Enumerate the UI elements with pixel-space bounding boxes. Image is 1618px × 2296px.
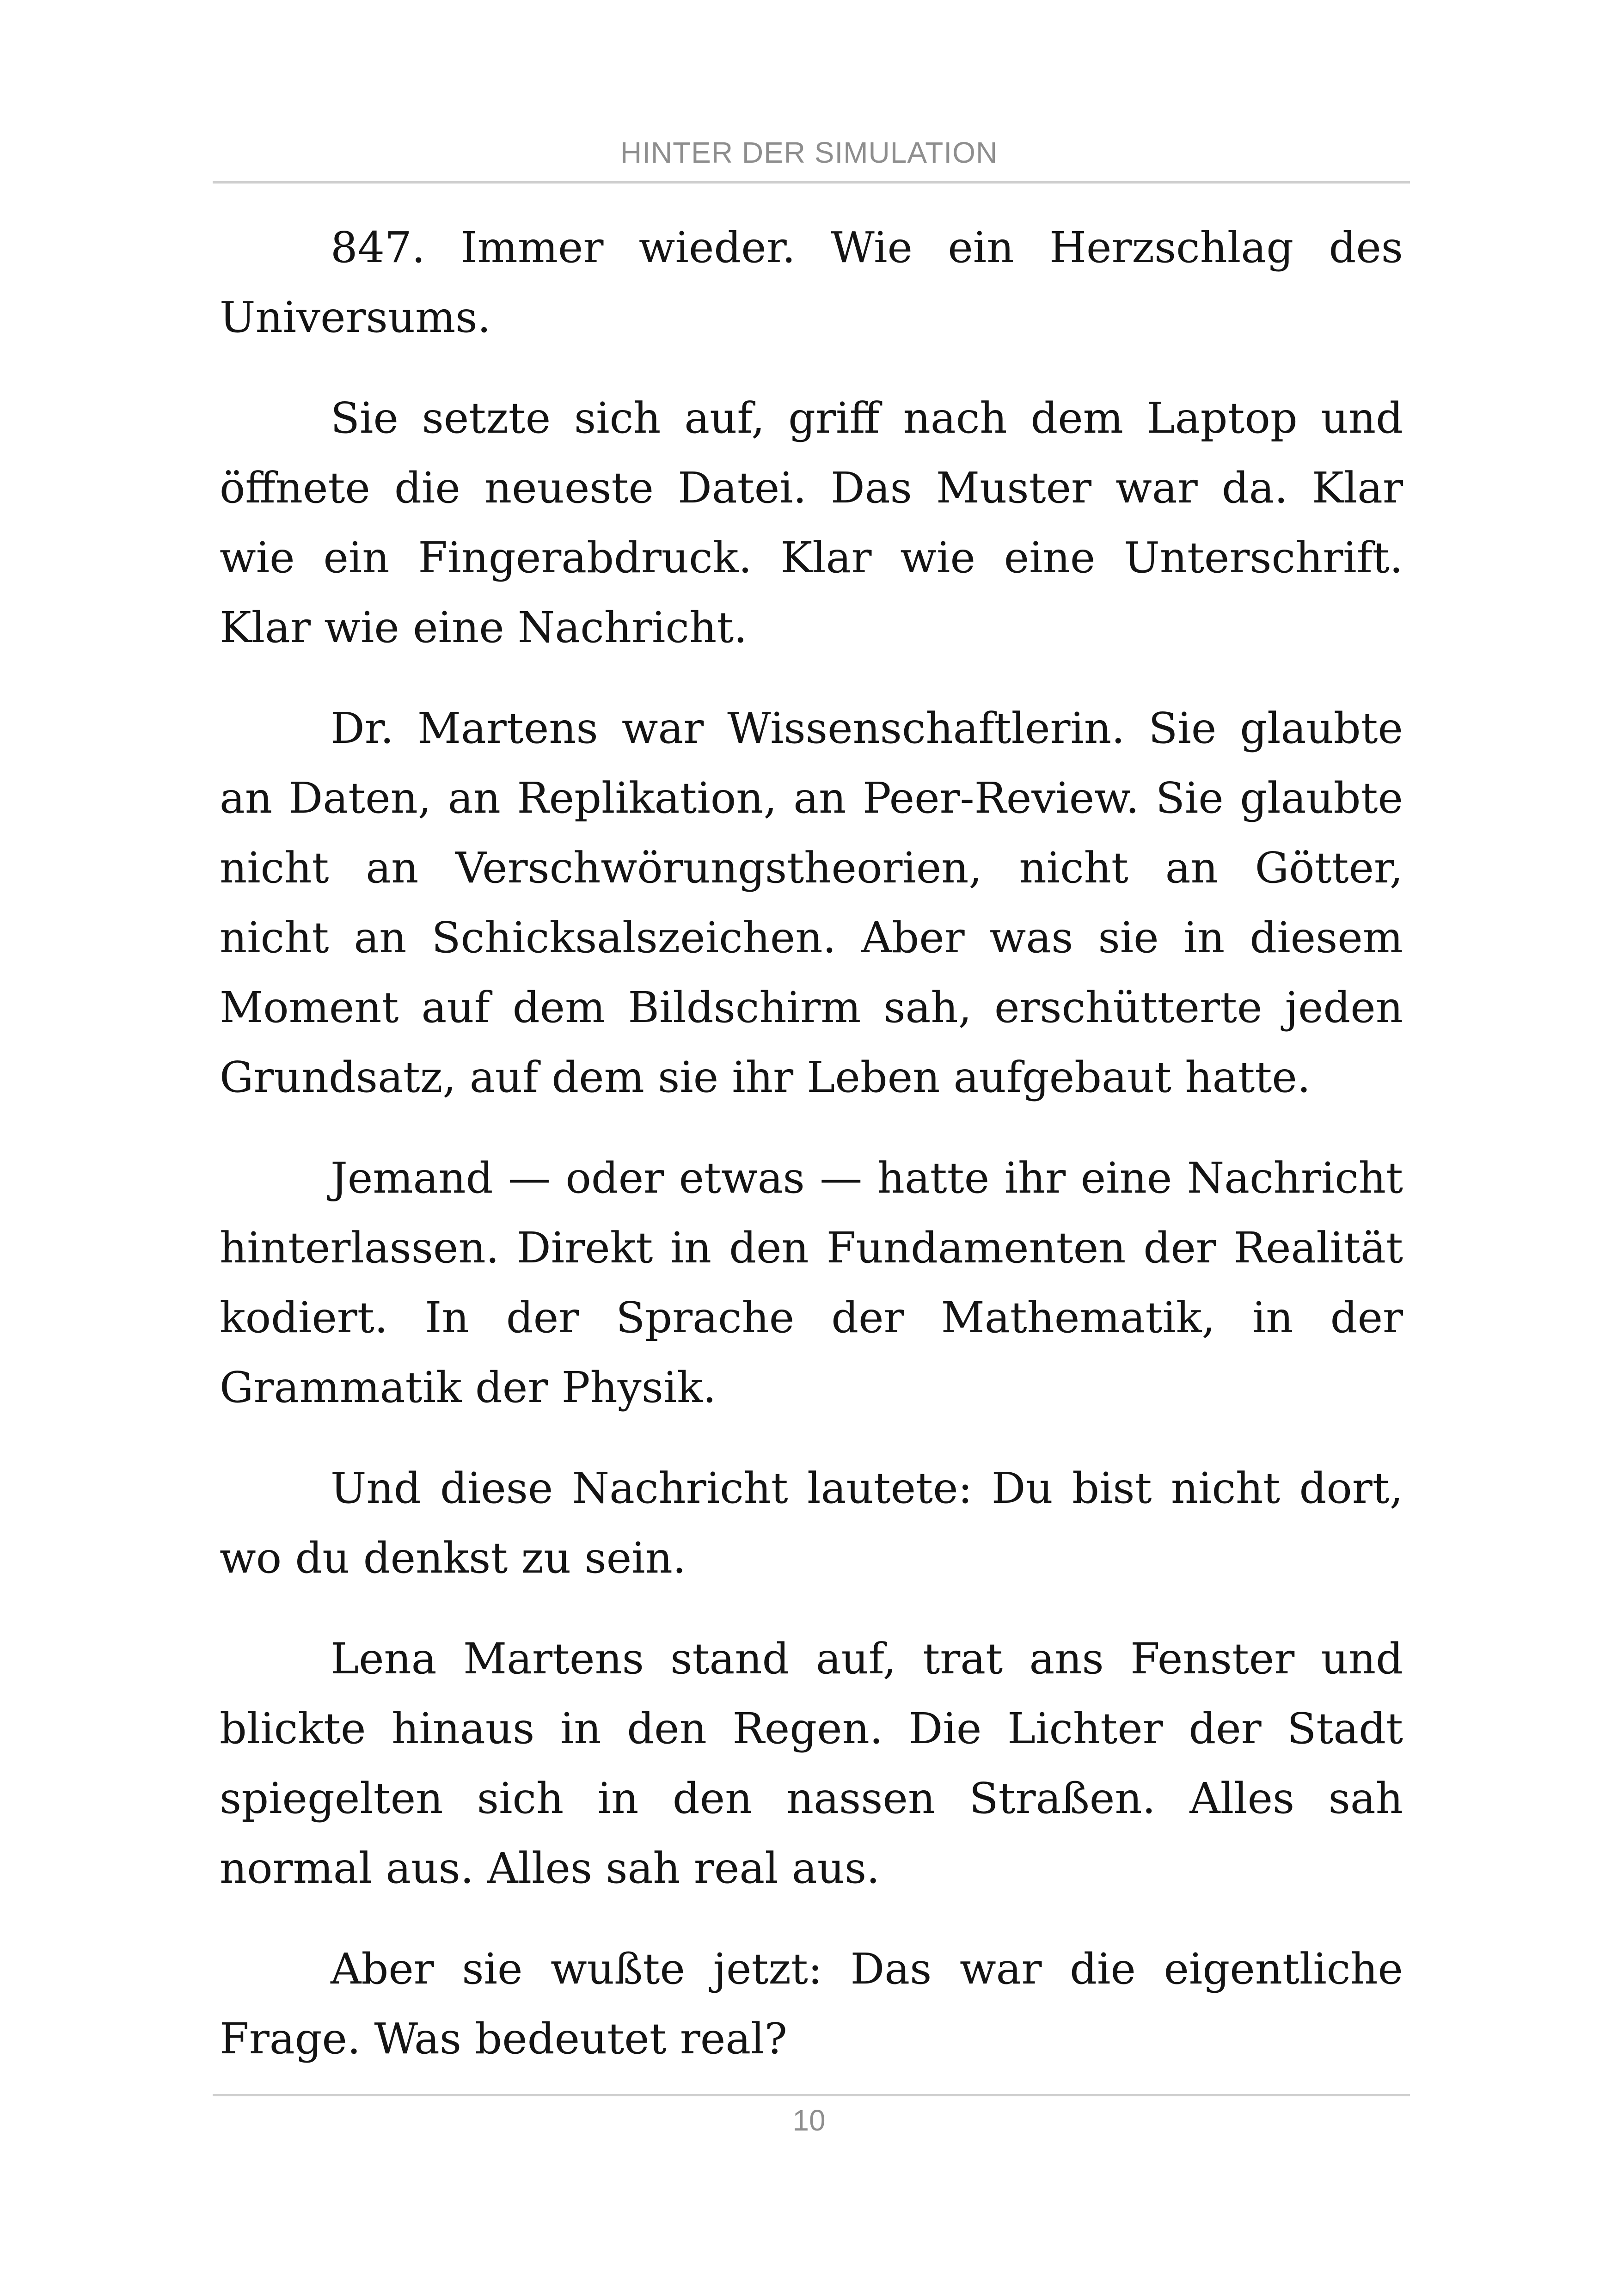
running-header: HINTER DER SIMULATION	[620, 136, 998, 169]
paragraph: Aber sie wußte jetzt: Das war die eigentliche Frage. Was bedeutet real?	[220, 1944, 1403, 2063]
body-text	[220, 213, 1403, 2074]
header-divider	[213, 181, 1410, 184]
paragraph: Und diese Nachricht lautete: Du bist nicht dort, wo du denkst zu sein.	[220, 1463, 1403, 1583]
paragraph: Sie setzte sich auf, griff nach dem Laptop und öffnete die neueste Datei. Das Muster war da. Klar wie ein Fingerabdruck. Klar wie eine Unterschrift. Klar wie eine Nachricht.	[220, 393, 1403, 652]
paragraph: Lena Martens stand auf, trat ans Fenster und blickte hinaus in den Regen. Die Lichter der Stadt spiegelten sich in den nassen Straßen. Alles sah normal aus. Alles sah real aus.	[220, 1634, 1403, 1893]
paragraph: Dr. Martens war Wissenschaftlerin. Sie glaubte an Daten, an Replikation, an Peer-Review. Sie glaubte nicht an Verschwörungstheorien, nicht an Götter, nicht an Schicksalszeichen. Aber was sie in diesem Moment auf dem Bildschirm sah, erschütterte jeden Grundsatz, auf dem sie ihr Leben aufgebaut hatte.	[220, 704, 1403, 1102]
paragraph: Jemand — oder etwas — hatte ihr eine Nachricht hinterlassen. Direkt in den Fundamenten der Realität kodiert. In der Sprache der Mathematik, in der Grammatik der Physik.	[220, 1153, 1403, 1412]
paragraph: 847. Immer wieder. Wie ein Herzschlag des Universums.	[220, 223, 1403, 342]
footer-divider	[213, 2094, 1410, 2096]
page-number: 10	[792, 2104, 826, 2137]
